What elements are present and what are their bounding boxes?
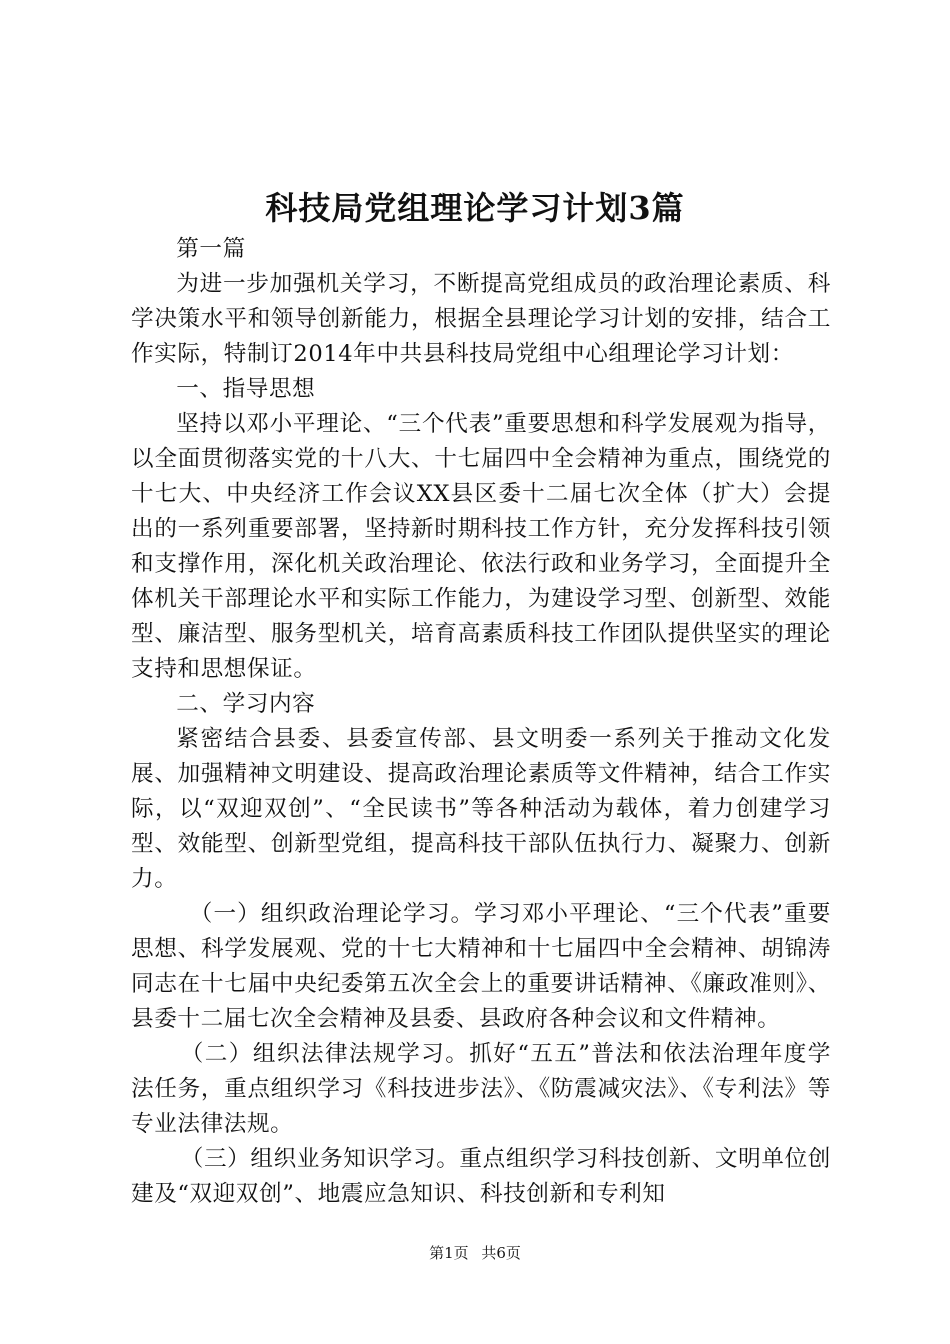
intro-paragraph: 为进一步加强机关学习，不断提高党组成员的政治理论素质、科学决策水平和领导创新能力，根据全县理论学习计划的安排，结合工作实际，特制订2014年中共县科技局党组中心组理论学习计划： <box>131 271 831 367</box>
document-body <box>131 232 831 1212</box>
item-business-knowledge: （三）组织业务知识学习。重点组织学习科技创新、文明单位创建及“双迎双创”、地震应急知识、科技创新和专利知 <box>131 1146 831 1207</box>
section-heading-guiding-thought: 一、指导思想 <box>176 376 316 402</box>
document-title: 科技局党组理论学习计划3篇 <box>265 189 685 227</box>
page-footer <box>0 1241 950 1265</box>
item-political-theory: （一）组织政治理论学习。学习邓小平理论、“三个代表”重要思想、科学发展观、党的十七大精神和十七届四中全会精神、胡锦涛同志在十七届中央纪委第五次全会上的重要讲话精神、《廉政准则》、县委十二届七次全会精神及县委、县政府各种会议和文件精神。 <box>131 901 831 1032</box>
study-content-paragraph: 紧密结合县委、县委宣传部、县文明委一系列关于推动文化发展、加强精神文明建设、提高政治理论素质等文件精神，结合工作实际，以“双迎双创”、“全民读书”等各种活动为载体，着力创建学习型、效能型、创新型党组，提高科技干部队伍执行力、凝聚力、创新力。 <box>131 726 831 892</box>
guiding-thought-paragraph: 坚持以邓小平理论、“三个代表”重要思想和科学发展观为指导，以全面贯彻落实党的十八大、十七届四中全会精神为重点，围绕党的十七大、中央经济工作会议XX县区委十二届七次全体（扩大）会提出的一系列重要部署，坚持新时期科技工作方针，充分发挥科技引领和支撑作用，深化机关政治理论、依法行政和业务学习，全面提升全体机关干部理论水平和实际工作能力，为建设学习型、创新型、效能型、廉洁型、服务型机关，培育高素质科技工作团队提供坚实的理论支持和思想保证。 <box>131 411 831 682</box>
page-number: 第1页 <box>429 1244 469 1262</box>
item-laws-regulations: （二）组织法律法规学习。抓好“五五”普法和依法治理年度学法任务，重点组织学习《科技进步法》、《防震减灾法》、《专利法》等专业法律法规。 <box>131 1041 831 1137</box>
section-heading-study-content: 二、学习内容 <box>176 691 316 717</box>
section-heading-part-one: 第一篇 <box>176 236 246 262</box>
page-total: 共6页 <box>481 1244 521 1262</box>
